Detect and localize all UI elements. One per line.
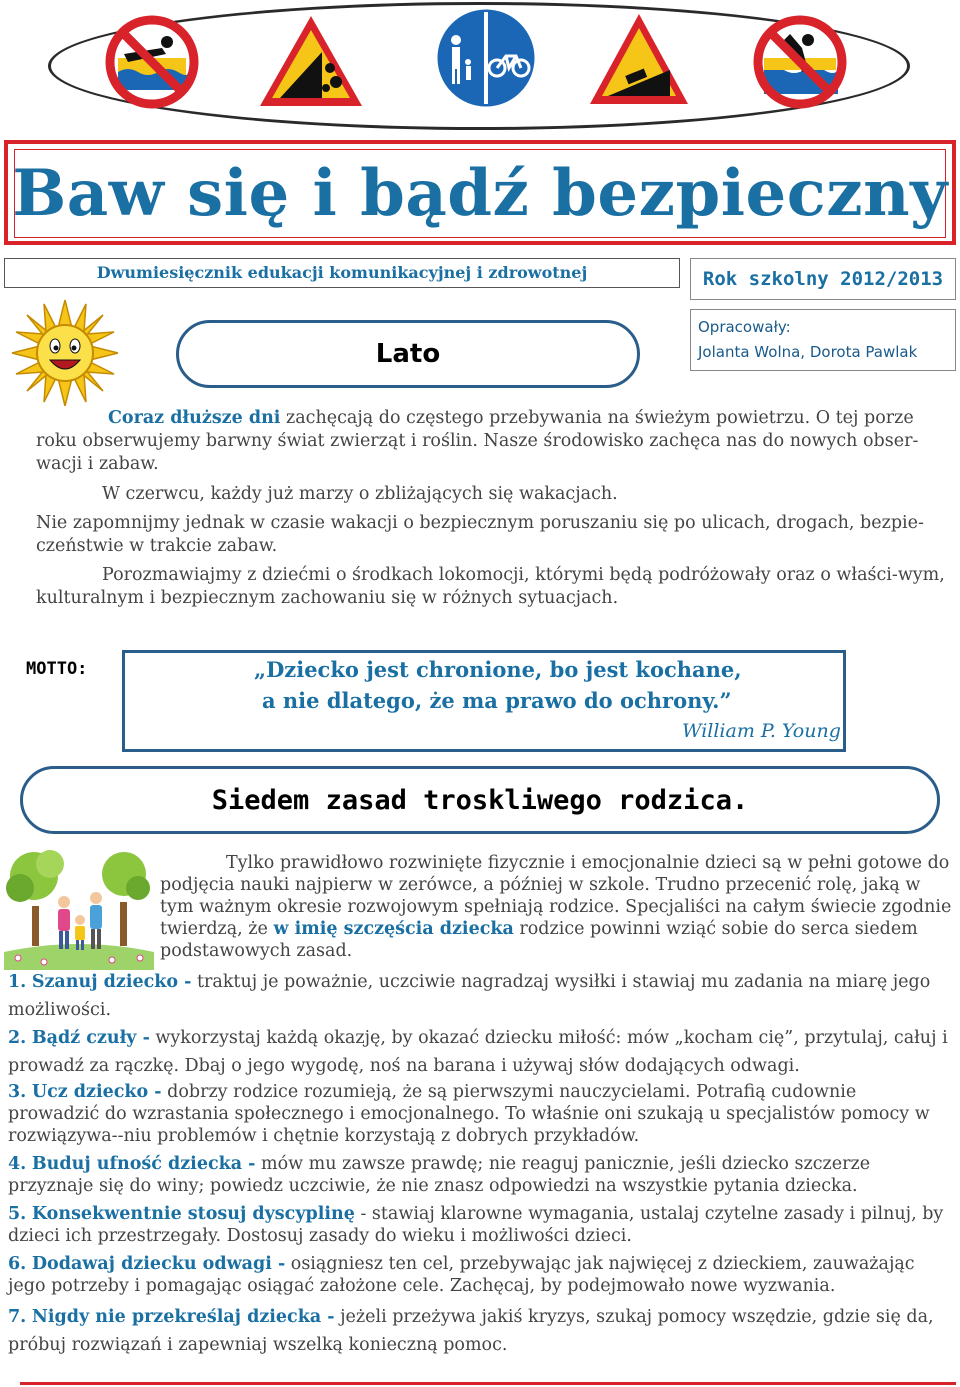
school-year: Rok szkolny 2012/2013: [702, 268, 944, 290]
steep-slope-icon: [586, 10, 692, 110]
no-diving-icon: [752, 14, 848, 110]
motto-author: William P. Young: [682, 720, 841, 742]
rule-heading: Buduj ufność dziecka -: [31, 1154, 256, 1174]
rule-number: 1.: [8, 972, 27, 992]
page-title: Baw się i bądź bezpieczny: [12, 156, 948, 231]
no-diving-shallow-icon: [104, 14, 200, 110]
rules-intro-bold: w imię szczęścia dziecka: [273, 919, 514, 939]
rules-intro-text-a: Tylko prawidłowo rozwinięte fizycznie i emocjonalnie dzieci są w pełni gotowe do podjęcia nauki najpierw w zerówce, a później w szkole. Trudno przecenić rolę, jaką w tym ważnym okresie rozwojowym spełniają rodzice. Specjaliści na całym świecie zgodnie twierdzą, że: [160, 853, 952, 939]
rule-heading: Konsekwentnie stosuj dyscyplinę: [31, 1204, 355, 1224]
rule-text: jeżeli przeżywa jakiś kryzys, szukaj pomocy wszędzie, gdzie się da, próbuj rozwiązań i zapewniaj wszelką konieczną pomoc.: [8, 1307, 934, 1355]
authors-names: Jolanta Wolna, Dorota Pawlak: [698, 343, 918, 361]
rule-item-1: [8, 968, 952, 1024]
rule-number: 3.: [8, 1082, 27, 1102]
intro-paragraph-3: Nie zapomnijmy jednak w czasie wakacji o bezpiecznym poruszaniu się po ulicach, drogach, bezpie-czeństwie w trakcie zabaw.: [36, 513, 924, 556]
season-label: Lato: [375, 339, 441, 369]
rule-item-2: [8, 1024, 952, 1080]
rule-number: 6.: [8, 1254, 27, 1274]
rule-item-3: [8, 1081, 952, 1147]
bottom-divider: [20, 1382, 956, 1385]
rule-item-4: [8, 1153, 952, 1197]
rule-number: 4.: [8, 1154, 27, 1174]
rule-text: - stawiaj klarowne wymagania, ustalaj czytelne zasady i pilnuj, by dzieci ich przestrzegały. Dostosuj zasady do wieku i możliwości dzieci.: [8, 1204, 944, 1246]
rule-item-7: [8, 1303, 952, 1359]
rule-item-5: [8, 1203, 952, 1247]
rule-text: traktuj je poważnie, uczciwie nagradzaj wysiłki i stawiaj mu zadania na miarę jego możliwości.: [8, 972, 931, 1020]
rules-title: Siedem zasad troskliwego rodzica.: [211, 785, 749, 816]
intro-bold-lead: Coraz dłuższe dni: [108, 408, 281, 428]
rule-heading: Ucz dziecko -: [31, 1082, 162, 1102]
rule-number: 5.: [8, 1204, 27, 1224]
rules-intro-text-b: rodzice powinni wziąć sobie do serca siedem podstawowych zasad.: [160, 919, 918, 961]
rule-heading: Bądź czuły -: [31, 1028, 150, 1048]
motto-quote-line-1: „Dziecko jest chronione, bo jest kochane,: [254, 657, 742, 682]
intro-p1-text: zachęcają do częstego przebywania na świeżym powietrzu. O tej porze roku obserwujemy barwny świat zwierząt i roślin. Nasze środowisko zachęca nas do nowych obser-wacji i zabaw.: [36, 408, 919, 474]
rule-heading: Szanuj dziecko -: [31, 972, 192, 992]
authors-label: Opracowały:: [698, 318, 791, 336]
intro-paragraph-2: W czerwcu, każdy już marzy o zbliżających się wakacjach.: [102, 484, 618, 504]
smiling-sun-icon: [10, 298, 120, 408]
family-trees-illustration: [4, 836, 154, 970]
subtitle: Dwumiesięcznik edukacji komunikacyjnej i zdrowotnej: [96, 263, 588, 282]
motto-label: MOTTO:: [26, 659, 88, 679]
pedestrian-bicycle-path-icon: [434, 6, 538, 110]
rule-number: 7.: [8, 1307, 27, 1327]
intro-paragraph-1: [36, 407, 952, 476]
falling-rocks-icon: [256, 12, 366, 112]
intro-paragraph-4: Porozmawiajmy z dziećmi o środkach lokomocji, którymi będą podróżowały oraz o właści-wym, kulturalnym i bezpiecznym zachowaniu się w różnych sytuacjach.: [36, 565, 945, 608]
rules-intro: [160, 852, 952, 962]
rule-item-6: [8, 1253, 952, 1297]
rule-heading: Nigdy nie przekreślaj dziecka -: [31, 1307, 335, 1327]
rule-number: 2.: [8, 1028, 27, 1048]
rule-text: dobrzy rodzice rozumieją, że są pierwszymi nauczycielami. Potrafią cudownie prowadzić do wzrastania społecznego i emocjonalnego. To właśnie oni szukają u specjalistów pomocy w rozwiązywa--niu problemów i chętnie korzystają z dobrych przykładów.: [8, 1082, 930, 1146]
rule-text: mów mu zawsze prawdę; nie reaguj panicznie, jeśli dziecko szczerze przyznaje się do winy; powiedz uczciwie, że nie znasz odpowiedzi na wszystkie pytania dziecka.: [8, 1154, 871, 1196]
rule-text: wykorzystaj każdą okazję, by okazać dziecku miłość: mów „kocham cię”, przytulaj, całuj i prowadź za rączkę. Dbaj o jego wygodę, noś na barana i używaj słów dodających odwagi.: [8, 1028, 948, 1076]
motto-quote-line-2: a nie dlatego, że ma prawo do ochrony.”: [262, 688, 732, 713]
rule-text: osiągniesz ten cel, przebywając jak najwięcej z dzieckiem, zauważając jego potrzeby i pomagając osiągać założone cele. Zachęcaj, by podejmowało nowe wyzwania.: [8, 1254, 915, 1296]
rule-heading: Dodawaj dziecku odwagi -: [31, 1254, 286, 1274]
